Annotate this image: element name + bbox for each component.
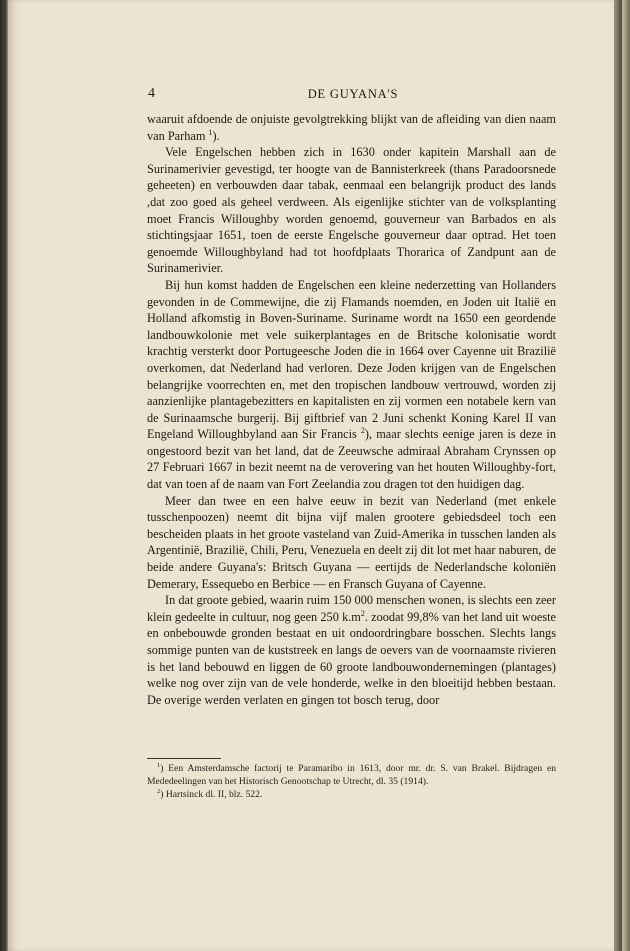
running-header xyxy=(148,86,558,102)
superscript: 2 xyxy=(360,608,365,618)
page-edge-shadow xyxy=(614,0,622,951)
paragraph-text: In dat groote gebied, waarin ruim 150 000 menschen wonen, is slechts een zeer klein gedeelte in cultuur, nog geen 250 k.m xyxy=(147,593,556,624)
running-title: DE GUYANA'S xyxy=(307,87,399,101)
page-number: 4 xyxy=(148,86,155,101)
footnote-text: ) Hartsinck dl. II, blz. 522. xyxy=(160,788,263,800)
footnote-mark: 1 xyxy=(157,761,161,769)
paragraph-text: . zoodat 99,8% van het land uit woeste en onbebouwde gronden bestaat en uit ondoordringbare bosschen. Slechts langs sommige punten van de kuststreek en langs de oevers van de voornaamste rivieren is het land bebouwd en liggen de 60 groote landbouwondernemingen (plantages) welke nog over zijn van de vele honderde, welke in den bloeitijd hebben bestaan. De overige werden verlaten en gingen tot bosch terug, door xyxy=(147,609,556,707)
paragraph xyxy=(147,144,556,277)
paragraph xyxy=(147,111,556,144)
paragraph xyxy=(147,493,556,593)
footnote xyxy=(147,789,556,802)
paragraph-text: Meer dan twee en een halve eeuw in bezit van Nederland (met enkele tusschenpoozen) neemt dit bijna vijf malen grootere gebiedsdeel toch een bescheiden plaats in het groote vasteland van Zuid-Amerika in tusschen landen als Argentinië, Brazilië, Chili, Peru, Venezuela en deelt zij dit lot met haar naburen, de beide andere Guyana's: Britsch Guyana — eertijds de Nederlandsche koloniën Demerary, Essequebo en Berbice — en Fransch Guyana of Cayenne. xyxy=(147,493,556,591)
paragraph xyxy=(147,592,556,708)
paragraph-text: Vele Engelschen hebben zich in 1630 onder kapitein Marshall aan de Surinamerivier gevestigd, ter hoogte van de Bannisterkreek (thans Paradoorsnede geheeten) en verbouwden daar tabak, eenmaal een belangrijk product des lands ,dat zoo goed als geheel verdween. Als eigenlijke stichter van de volksplanting moet Francis Willoughby worden genoemd, gouverneur van Barbados en als stichtingsjaar 1651, toen de eerste Engelsche gouverneur daar optrad. Het toen genoemde Willoughbyland had tot hoofdplaats Thorarica of Zandpunt aan de Surinamerivier. xyxy=(147,145,556,276)
footnote xyxy=(147,763,556,789)
paragraph-text: waaruit afdoende de onjuiste gevolgtrekking blijkt van de afleiding van dien naam van Parham xyxy=(147,112,556,143)
footnote-mark: 2 xyxy=(157,787,161,795)
footnote-reference: 2 xyxy=(360,426,365,436)
footnote-divider xyxy=(147,758,221,759)
body-text xyxy=(147,111,556,708)
paragraph-text: ), maar slechts eenige jaren is deze in ongestoord bezit van het land, dat de Zeeuwsche admiraal Abraham Crynssen op 27 Februari 1667 in bezit neemt na de verovering van het houten Willoughby-fort, dat van toen af de naam van Fort Zeelandia zou dragen tot den huidigen dag. xyxy=(147,427,556,492)
footnote-text: ) Een Amsterdamsche factorij te Paramaribo in 1613, door mr. dr. S. van Brakel. Bijdragen en Mededeelingen van het Historisch Genootschap te Utrecht, dl. 35 (1914). xyxy=(147,763,556,787)
footnote-reference: 1 xyxy=(208,127,213,137)
footnotes xyxy=(147,763,556,801)
paragraph-text: Bij hun komst hadden de Engelschen een kleine nederzetting van Hollanders gevonden in de Commewijne, die zij Flamands noemden, en Joden uit Italië en Holland afkomstig in Boven-Suriname. Suriname wordt na 1650 een geordende landbouwkolonie met vele suikerplantages en de Britsche kolonisatie wordt krachtig versterkt door Portugeesche Joden die in 1664 over Cayenne uit Brazilië overkomen, dat Nederland had verloren. Deze Joden krijgen van de Engelschen belangrijke voorrechten en, met den tropischen landbouw vertrouwd, worden zij aanzienlijke plantagebezitters en kapitalisten en zij vormen een notabele kern van de Surinaamsche burgerij. Bij giftbrief van 2 Juni schenkt Koning Karel II van Engeland Willoughbyland aan Sir Francis xyxy=(147,277,556,442)
paragraph xyxy=(147,277,556,493)
paragraph-text: ). xyxy=(212,128,220,143)
